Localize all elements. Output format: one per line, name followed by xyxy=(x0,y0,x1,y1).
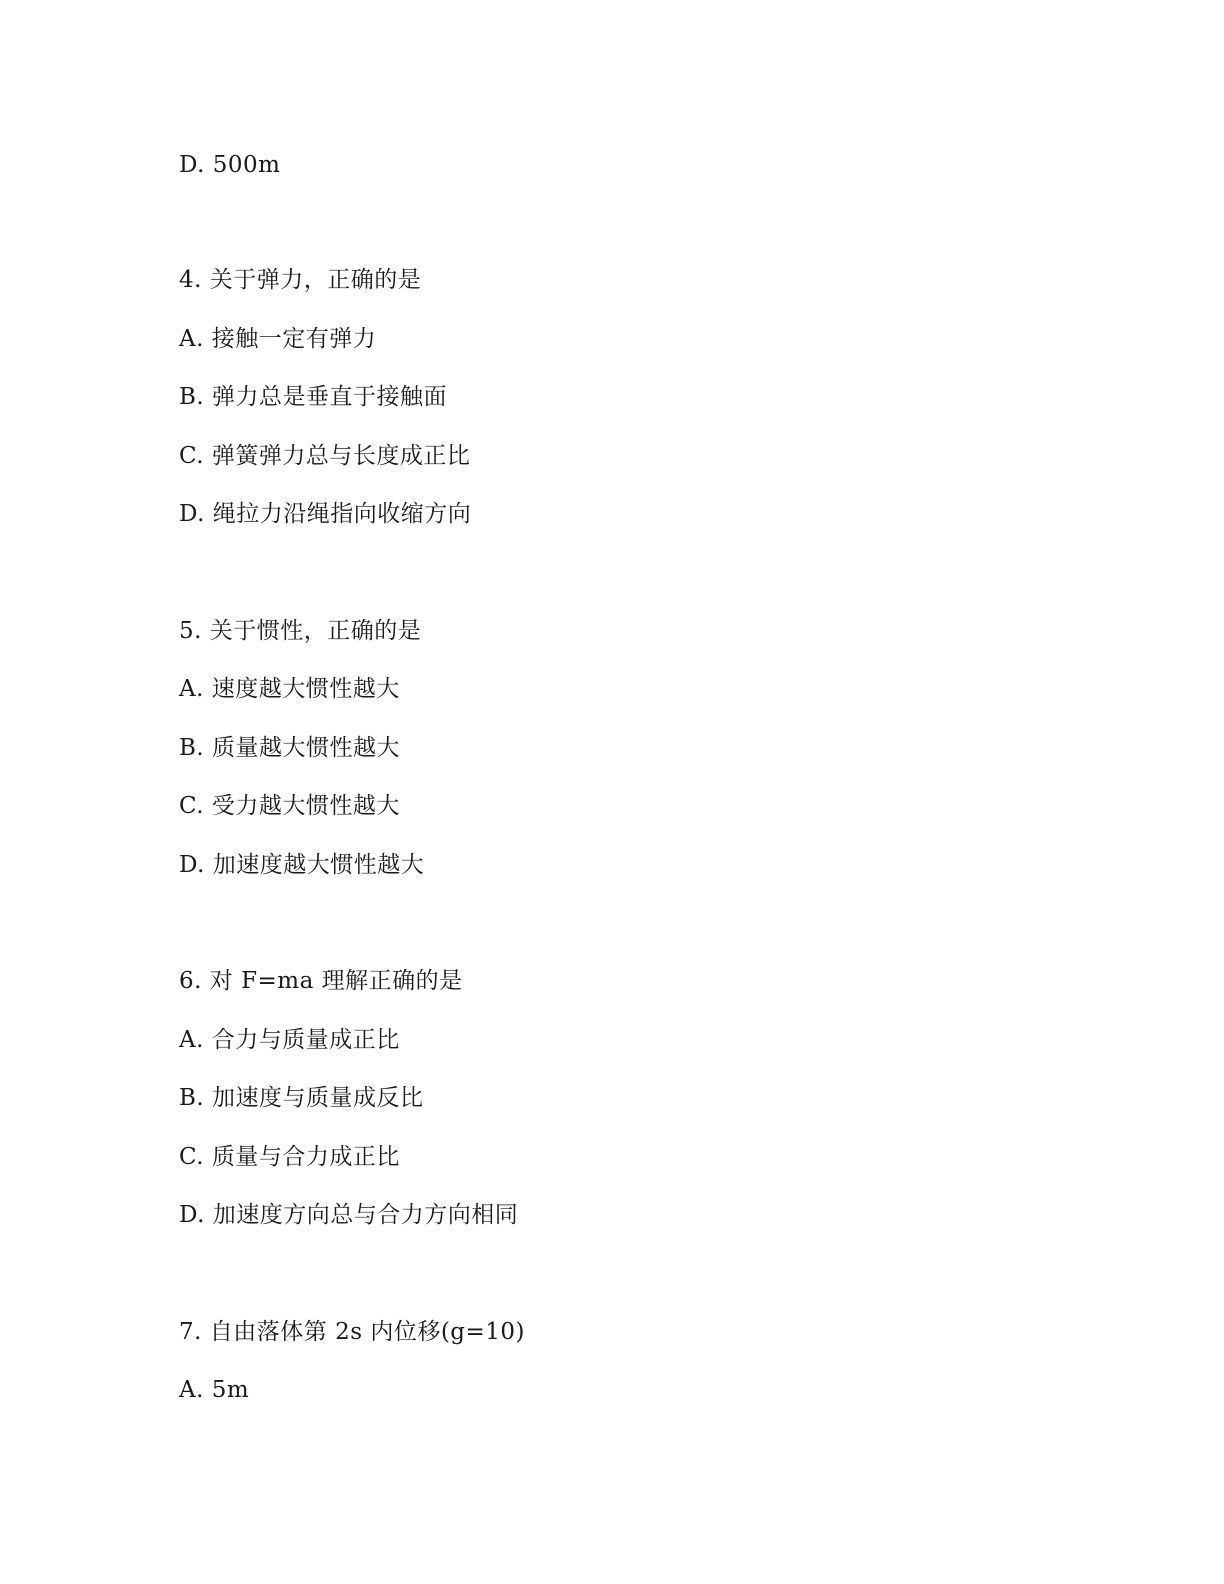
option-c-q6: C. 质量与合力成正比 xyxy=(179,1144,400,1170)
option-a-q5: A. 速度越大惯性越大 xyxy=(179,676,400,702)
option-d-q4: D. 绳拉力沿绳指向收缩方向 xyxy=(179,501,472,527)
question-4: 4. 关于弹力，正确的是 xyxy=(179,267,422,293)
option-d-q6: D. 加速度方向总与合力方向相同 xyxy=(179,1202,519,1228)
option-b-q4: B. 弹力总是垂直于接触面 xyxy=(179,384,448,410)
option-b-q5: B. 质量越大惯性越大 xyxy=(179,735,401,761)
option-d-q3: D. 500m xyxy=(179,152,281,178)
option-a-q6: A. 合力与质量成正比 xyxy=(179,1027,400,1053)
question-5: 5. 关于惯性，正确的是 xyxy=(179,618,422,644)
option-b-q6: B. 加速度与质量成反比 xyxy=(179,1085,424,1111)
option-a-q4: A. 接触一定有弹力 xyxy=(179,326,377,352)
option-c-q5: C. 受力越大惯性越大 xyxy=(179,793,400,819)
question-6: 6. 对 F=ma 理解正确的是 xyxy=(179,968,463,994)
question-7: 7. 自由落体第 2s 内位移(g=10) xyxy=(179,1319,526,1345)
option-c-q4: C. 弹簧弹力总与长度成正比 xyxy=(179,443,471,469)
option-d-q5: D. 加速度越大惯性越大 xyxy=(179,852,425,878)
option-a-q7: A. 5m xyxy=(179,1377,250,1403)
